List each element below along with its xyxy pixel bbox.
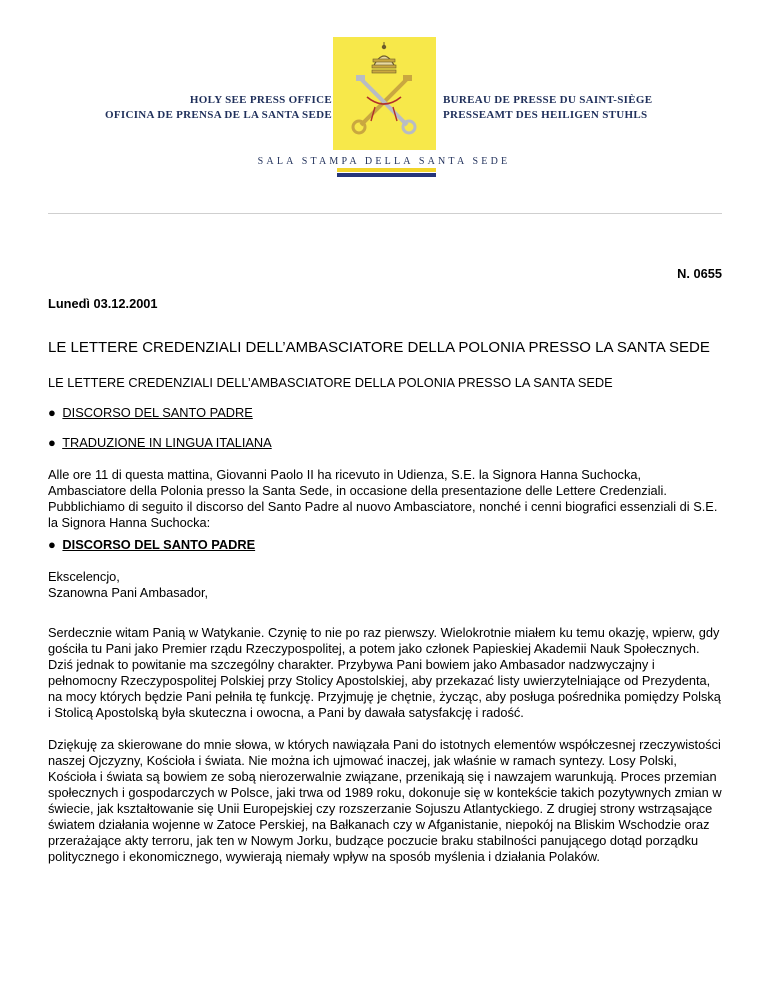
link-discorso-item (48, 405, 722, 421)
bullet-icon: ● (48, 405, 56, 420)
greeting-line1: Ekscelencjo, (48, 569, 120, 584)
header-left-line1: HOLY SEE PRESS OFFICE (189, 94, 332, 106)
papal-coat-of-arms-icon (333, 37, 436, 150)
logo-panel (333, 37, 436, 150)
header-right-line2: PRESSEAMT DES HEILIGEN STUHLS (443, 109, 648, 121)
section-heading (48, 537, 722, 553)
speech-paragraph-2: Dziękuję za skierowane do mnie słowa, w których nawiązała Pani do istotnych elementów współczesnej rzeczywistości naszej Ojczyzny, Kościoła i świata. Nie można ich ujmować inaczej, jak właśnie w ramach syntezy. Losy Polski, Kościoła i świata są bowiem ze sobą nierozerwalnie związane, przenikają się i nawzajem warunkują. Proces przemian społecznych i gospodarczych w Polsce, jaki trwa od 1989 roku, dokonuje się w kontekście takich pozytywnych zmian w świecie, jak kształtowanie się Unii Europejskiej czy rozszerzanie Sojuszu Atlantyckiego. Z drugiej strony wstrząsające światem działania wojenne w Zatoce Perskiej, na Bałkanach czy w Afganistanie, niepokój na Bliskim Wschodzie oraz przerażające akty terroru, jak ten w Nowym Jorku, budzące poczucie braku stabilności panującego dotąd porządku politycznego i ekonomicznego, wywierają niemały wpływ na sposób myślenia i działania Polaków. (48, 737, 722, 864)
header-divider (48, 213, 722, 214)
bulletin-title: LE LETTERE CREDENZIALI DELL’AMBASCIATORE DELLA POLONIA PRESSO LA SANTA SEDE (48, 339, 710, 356)
header-blue-bar (337, 173, 436, 177)
link-traduzione-item (48, 435, 722, 451)
header-left-line2: OFICINA DE PRENSA DE LA SANTA SEDE (105, 109, 332, 121)
bulletin-number: N. 0655 (677, 266, 722, 281)
press-office-header (0, 0, 768, 215)
bulletin-content (48, 260, 722, 865)
sala-stampa-title: SALA STAMPA DELLA SANTA SEDE (257, 156, 511, 167)
greeting-line2: Szanowna Pani Ambasador, (48, 585, 209, 600)
link-discorso[interactable]: DISCORSO DEL SANTO PADRE (62, 405, 253, 420)
header-yellow-bar (337, 168, 436, 172)
speech-paragraph-1: Serdecznie witam Panią w Watykanie. Czynię to nie po raz pierwszy. Wielokrotnie miałem ku temu okazję, wpierw, gdy gościła tu Pani jako Premier rządu Rzeczypospolitej, a potem jako członek Papieskiej Akademii Nauk Społecznych. Dziś jednak to powitanie ma szczególny charakter. Przybywa Pani bowiem jako Ambasador nadzwyczajny i pełnomocny Rzeczypospolitej Polskiej przy Stolicy Apostolskiej, aby przekazać listy uwierzytelniające od Prezydenta, na mocy których będzie Pani pełniła tę funkcję. Przyjmuję je chętnie, życząc, aby posługa pośrednika pomiędzy Polską i Stolicą Apostolską była skuteczna i owocna, a Pani by dawała satysfakcję i radość. (48, 625, 721, 720)
intro-paragraph: Alle ore 11 di questa mattina, Giovanni Paolo II ha ricevuto in Udienza, S.E. la Signora Hanna Suchocka, Ambasciatore della Polonia presso la Santa Sede, in occasione della presentazione delle Lettere Credenziali. Pubblichiamo di seguito il discorso del Santo Padre al nuovo Ambasciatore, nonché i cenni biografici essenziali di S.E. la Signora Hanna Suchocka: (48, 467, 718, 530)
link-traduzione[interactable]: TRADUZIONE IN LINGUA ITALIANA (62, 435, 272, 450)
bullet-icon: ● (48, 435, 56, 450)
header-right-line1: BUREAU DE PRESSE DU SAINT-SIÈGE (443, 94, 653, 106)
section-anchor[interactable]: DISCORSO DEL SANTO PADRE (62, 537, 256, 552)
bullet-icon: ● (48, 537, 56, 552)
bulletin-date: Lunedì 03.12.2001 (48, 296, 158, 311)
bulletin-subtitle: LE LETTERE CREDENZIALI DELL’AMBASCIATORE DELLA POLONIA PRESSO LA SANTA SEDE (48, 375, 613, 390)
greeting (48, 569, 722, 601)
